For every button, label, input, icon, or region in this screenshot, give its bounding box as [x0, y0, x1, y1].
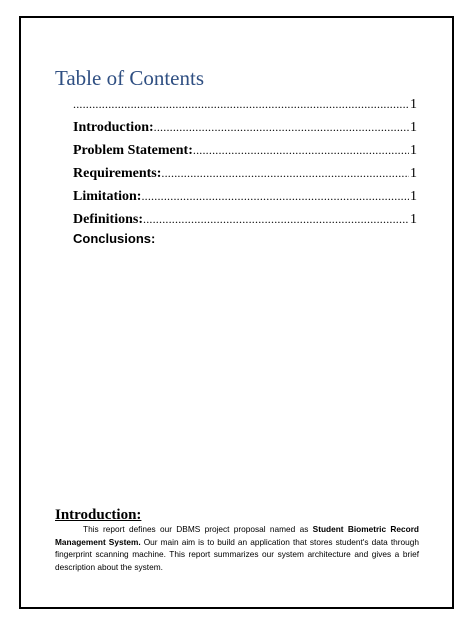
toc-entry-requirements[interactable] [73, 162, 417, 185]
toc-leader-dots [161, 162, 409, 185]
toc-page-number: 1 [410, 120, 417, 135]
toc-title: Table of Contents [55, 66, 204, 90]
intro-text-end: Our main aim is to build an application that stores student's data through fingerprint scanning machine. This report summarizes our system architecture and gives a brief description about the system. [55, 536, 419, 572]
toc-entry-definitions[interactable] [73, 208, 417, 231]
introduction-paragraph [55, 523, 419, 573]
toc-page-number: 1 [410, 143, 417, 158]
toc-leader-dots [141, 185, 409, 208]
toc-list [73, 93, 417, 231]
toc-leader-dots [154, 116, 409, 139]
toc-leader-dots [193, 139, 409, 162]
toc-page-number: 1 [410, 97, 417, 112]
toc-entry-label: Requirements: [73, 166, 162, 181]
toc-entry-limitation[interactable] [73, 185, 417, 208]
toc-entry-conclusions[interactable]: Conclusions: [73, 231, 156, 246]
intro-text-start: This report defines our DBMS project proposal named as [83, 524, 313, 534]
introduction-heading: Introduction: [55, 507, 142, 523]
toc-entry-label: Problem Statement: [73, 143, 193, 158]
toc-page-number: 1 [410, 166, 417, 181]
toc-entry-label: Limitation: [73, 189, 142, 204]
toc-leader-dots [143, 208, 409, 231]
toc-entry-blank[interactable] [73, 93, 417, 116]
project-name: Student Biometric Record Management System. [55, 524, 419, 547]
toc-entry-problem-statement[interactable] [73, 139, 417, 162]
toc-entry-label: Definitions: [73, 212, 143, 227]
toc-page-number: 1 [410, 212, 417, 227]
toc-entry-label: Introduction: [73, 120, 154, 135]
toc-page-number: 1 [410, 189, 417, 204]
toc-leader-dots [73, 93, 409, 116]
toc-entry-introduction[interactable] [73, 116, 417, 139]
